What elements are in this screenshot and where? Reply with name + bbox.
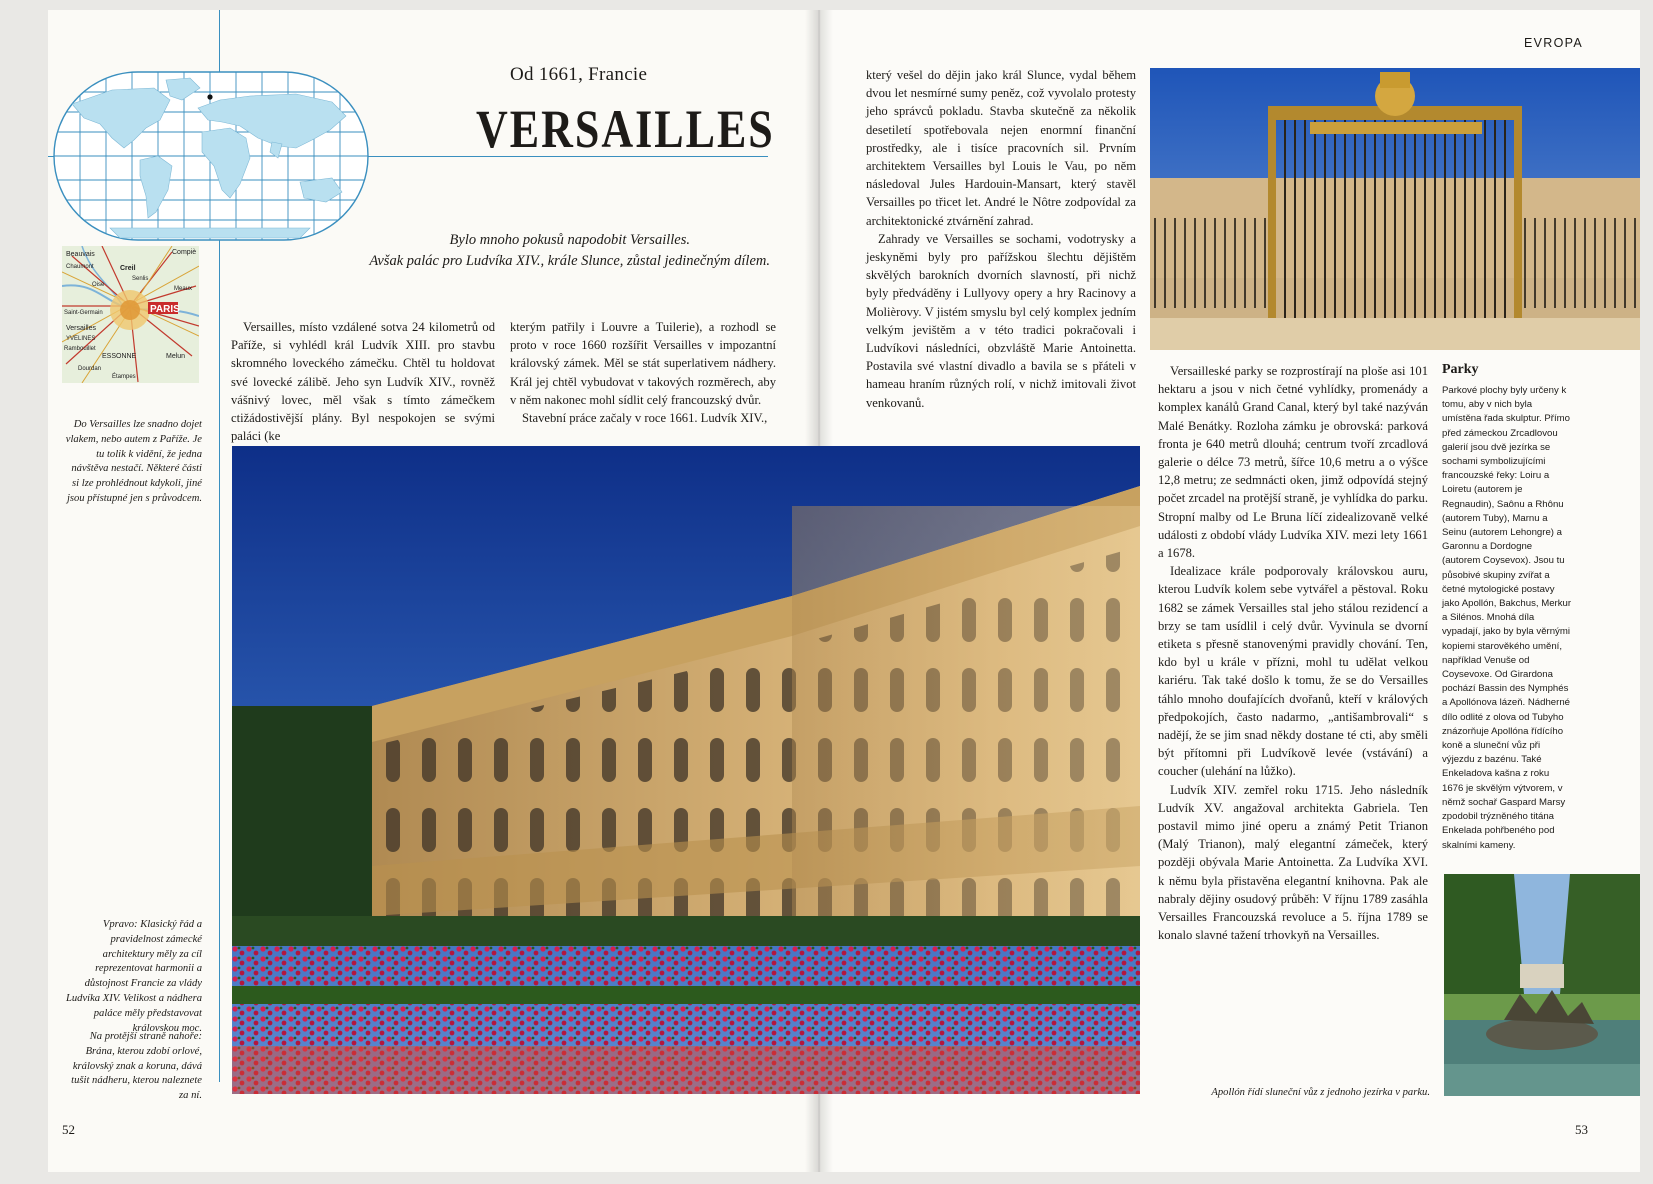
map-label-paris: PARIS <box>150 304 180 315</box>
map-label: Compiè <box>172 249 197 256</box>
body-column-3 <box>866 66 1136 412</box>
page-subtitle: Od 1661, Francie <box>510 64 648 85</box>
body-paragraph: kterým patřily i Louvre a Tuilerie), a rozhodl se proto v roce 1660 rozšířit Versailles v impozantní královský zámek. Měl se stát superlativem nádhery. Král jej chtěl vybudovat v takových rozměrech, aby v něm nakonec mohl sídlit celý francouzský dvůr. <box>510 320 776 407</box>
map-label: Saint-Germain <box>64 310 103 316</box>
map-label: Beauvais <box>66 251 95 258</box>
caption-right-photo: Vpravo: Klasický řád a pravidelnost zámecké architektury měly za cíl reprezentovat harmonii a důstojnost Francie za vlády Ludvíka XIV. Velikost a nádhera paláce měly představovat královskou moc. <box>65 919 202 1034</box>
caption-map: Do Versailles lze snadno dojet vlakem, nebo autem z Paříže. Je tu tolik k vidění, že jedna návštěva nestačí. Některé části si lze prohlédnout kdykoli, jiné jsou přístupné jen s průvodcem. <box>65 419 202 504</box>
body-paragraph: Versailleské parky se rozprostírají na ploše asi 101 hektaru a jsou v nich četné vyhlídky, promenády a komplex kanálů Grand Canal, který byl také nazýván Malé Benátky. Rozloha zámku je obrovská: parková fronta je 640 metrů dlouhá; centrum tvoří zrcadlová galerie o délce 73 metrů, šířce 10,6 metru a o výšce 12,8 metru; ze sedmnácti oken, jimž odpovídá stejný počet zrcadel na protější straně, je vyhlídka do parku. Stropní malby od Le Bruna líčí zidealizovaně velké události z období vlády Ludvíka XIV. mezi lety 1661 a 1678. <box>1158 364 1428 561</box>
map-label: Rambouillet <box>64 346 96 352</box>
map-label: Chaumont <box>66 264 94 270</box>
body-column-1: Versailles, místo vzdálené sotva 24 kilometrů od Paříže, si vyhlédl král Ludvík XIII. pro stavbu skromného loveckého zámečku. Chtěl tu holdovat své lovecké zálibě. Jeho syn Ludvík XIV., rovněž vášnivý lovec, měl však s tímto zámečkem ctižádostivější plány. Byl nespokojen se svými paláci (ke <box>231 320 495 444</box>
page-number-left: 52 <box>62 1122 75 1137</box>
map-label: Versailles <box>66 325 96 332</box>
lead-line-1: Bylo mnoho pokusů napodobit Versailles. <box>449 232 690 248</box>
page-title: VERSAILLES <box>476 99 775 159</box>
caption-fountain: Apollón řídí sluneční vůz z jednoho jezírka v parku. <box>1211 1087 1430 1098</box>
map-label: Senlis <box>132 276 149 282</box>
page-number-right: 53 <box>1575 1122 1588 1137</box>
map-label: Étampes <box>112 374 136 380</box>
fountain-photo <box>1444 874 1640 1096</box>
sidebar-heading: Parky <box>1442 362 1479 377</box>
palace-photo <box>232 446 1140 1094</box>
region-map-icon <box>62 246 199 383</box>
body-paragraph: který vešel do dějin jako král Slunce, vydal během dvou let nesmírné sumy peněz, což vyvolalo protesty jeho správců pokladu. Stavba skutečně za několik desetiletí spotřebovala nejen enormní finanční prostředky, ale i tisíce pracovních sil. Prvním architektem Versailles byl Louis le Vau, po něm následoval Jules Hardouin-Mansart, který stavěl Versailles po třicet let. André le Nôtre zodpovídal za architektonické ztvárnění zahrad. <box>866 68 1136 228</box>
map-label: YVELINES <box>66 336 96 342</box>
sidebar-text: Parkové plochy byly určeny k tomu, aby v nich byla umístěna řada skulptur. Přímo před zámeckou Zrcadlovou galerií jsou dvě jezírka se sochami symbolizujícími francouzské řeky: Loiru a Loiretu (autorem je Regnaudin), Saônu a Rhônu (autorem Tuby), Marnu a Seinu (autorem Lehongre) a Garonnu a Dordogne (autorem Coysevox). Jsou tu působivé skupiny zvířat a četné mytologické postavy jako Apollón, Bakchus, Merkur a Silénos. Mnohá díla vypadají, jako by byla věrnými kopiemi starověkého umění, například Venuše od Coysevoxe. Od Girardona pochází Bassin des Nymphés a Apollónova lázeň. Nádherné dílo odlité z olova od Tubyho znázorňuje Apollóna řídícího koně a sluneční vůz při výjezdu z bazénu. Také Enkeladova kašna z roku 1676 je skvělým výtvorem, v němž sochař Gaspard Marsy zpodobil trýzněného titána Enkelada pohřbeného pod skalními kameny. <box>1442 385 1572 851</box>
map-label: Oise <box>92 282 105 288</box>
body-paragraph: Stavební práce začaly v roce 1661. Ludvík XIV., <box>522 411 768 426</box>
body-column-2 <box>510 318 776 427</box>
section-label: EVROPA <box>1524 36 1583 50</box>
world-map-icon <box>50 66 372 246</box>
map-label: Dourdan <box>78 366 102 372</box>
lead-line-2: Avšak palác pro Ludvíka XIV., krále Slunce, zůstal jedinečným dílem. <box>369 253 770 269</box>
gate-photo <box>1150 68 1640 350</box>
map-label: ESSONNE <box>102 353 137 360</box>
body-paragraph: Ludvík XIV. zemřel roku 1715. Jeho následník Ludvík XV. angažoval architekta Gabriela. Ten postavil mimo jiné operu a známý Petit Trianon (Malý Trianon), malý elegantní zámeček, který později obývala Marie Antoinetta. Za Ludvíka XVI. k němu byla přistavěna elegantní knihovna. Pak ale nabraly dějiny osudový průběh: V říjnu 1789 zasáhla Versailles Francouzská revoluce a 5. října 1789 se konalo slavné tažení trhovkyň na Versailles. <box>1158 782 1428 943</box>
body-column-4 <box>1158 362 1428 945</box>
map-label: Meaux <box>174 286 193 292</box>
body-paragraph: Idealizace krále podporovaly královskou auru, kterou Ludvík kolem sebe vytvářel a pěstoval. Roku 1682 se zámek Versailles stal jeho stálou rezidencí a brzy se tam usídlil i celý dvůr. Vyvinula se dvorní etiketa s přesně stanovenými pravidly chování. Ten, kdo byl u krále v přízni, mohl tu udělat velkou kariéru. Tak také došlo k tomu, že se do Versailles táhlo mnoho doufajících dvořanů, kteří v králových předpokojích, často nadarmo, „antišambrovali“ s nadějí, že se jim snad někdy dostane té cti, aby směli být přítomni při Ludvíkově levée (vstávání) a coucher (ulehání na lůžko). <box>1158 564 1428 779</box>
body-paragraph: Zahrady ve Versailles se sochami, vodotrysky a jeskyněmi byly pro pařížskou šlechtu dějištěm skvělých barokních dvorních slavností, při nichž byly předváděny i Lullyovy opery a hry Racinovy a Molièrovy. V jistém smyslu byl celý komplex jedním velkým jevištěm a v této tradici pokračovali i Ludvíkovi následníci, obzvláště Marie Antoinetta. Postavila své vlastní divadlo a bavila se s přáteli v hameau hraním různých rolí, v nichž imitovali život venkovanů. <box>866 231 1136 410</box>
map-label: Melun <box>166 353 186 360</box>
map-label: Creil <box>120 265 136 272</box>
caption-opposite-page: Na protější straně nahoře: Brána, kterou zdobí orlové, královský znak a koruna, dává tušit nádheru, kterou naleznete za ní. <box>71 1031 202 1102</box>
